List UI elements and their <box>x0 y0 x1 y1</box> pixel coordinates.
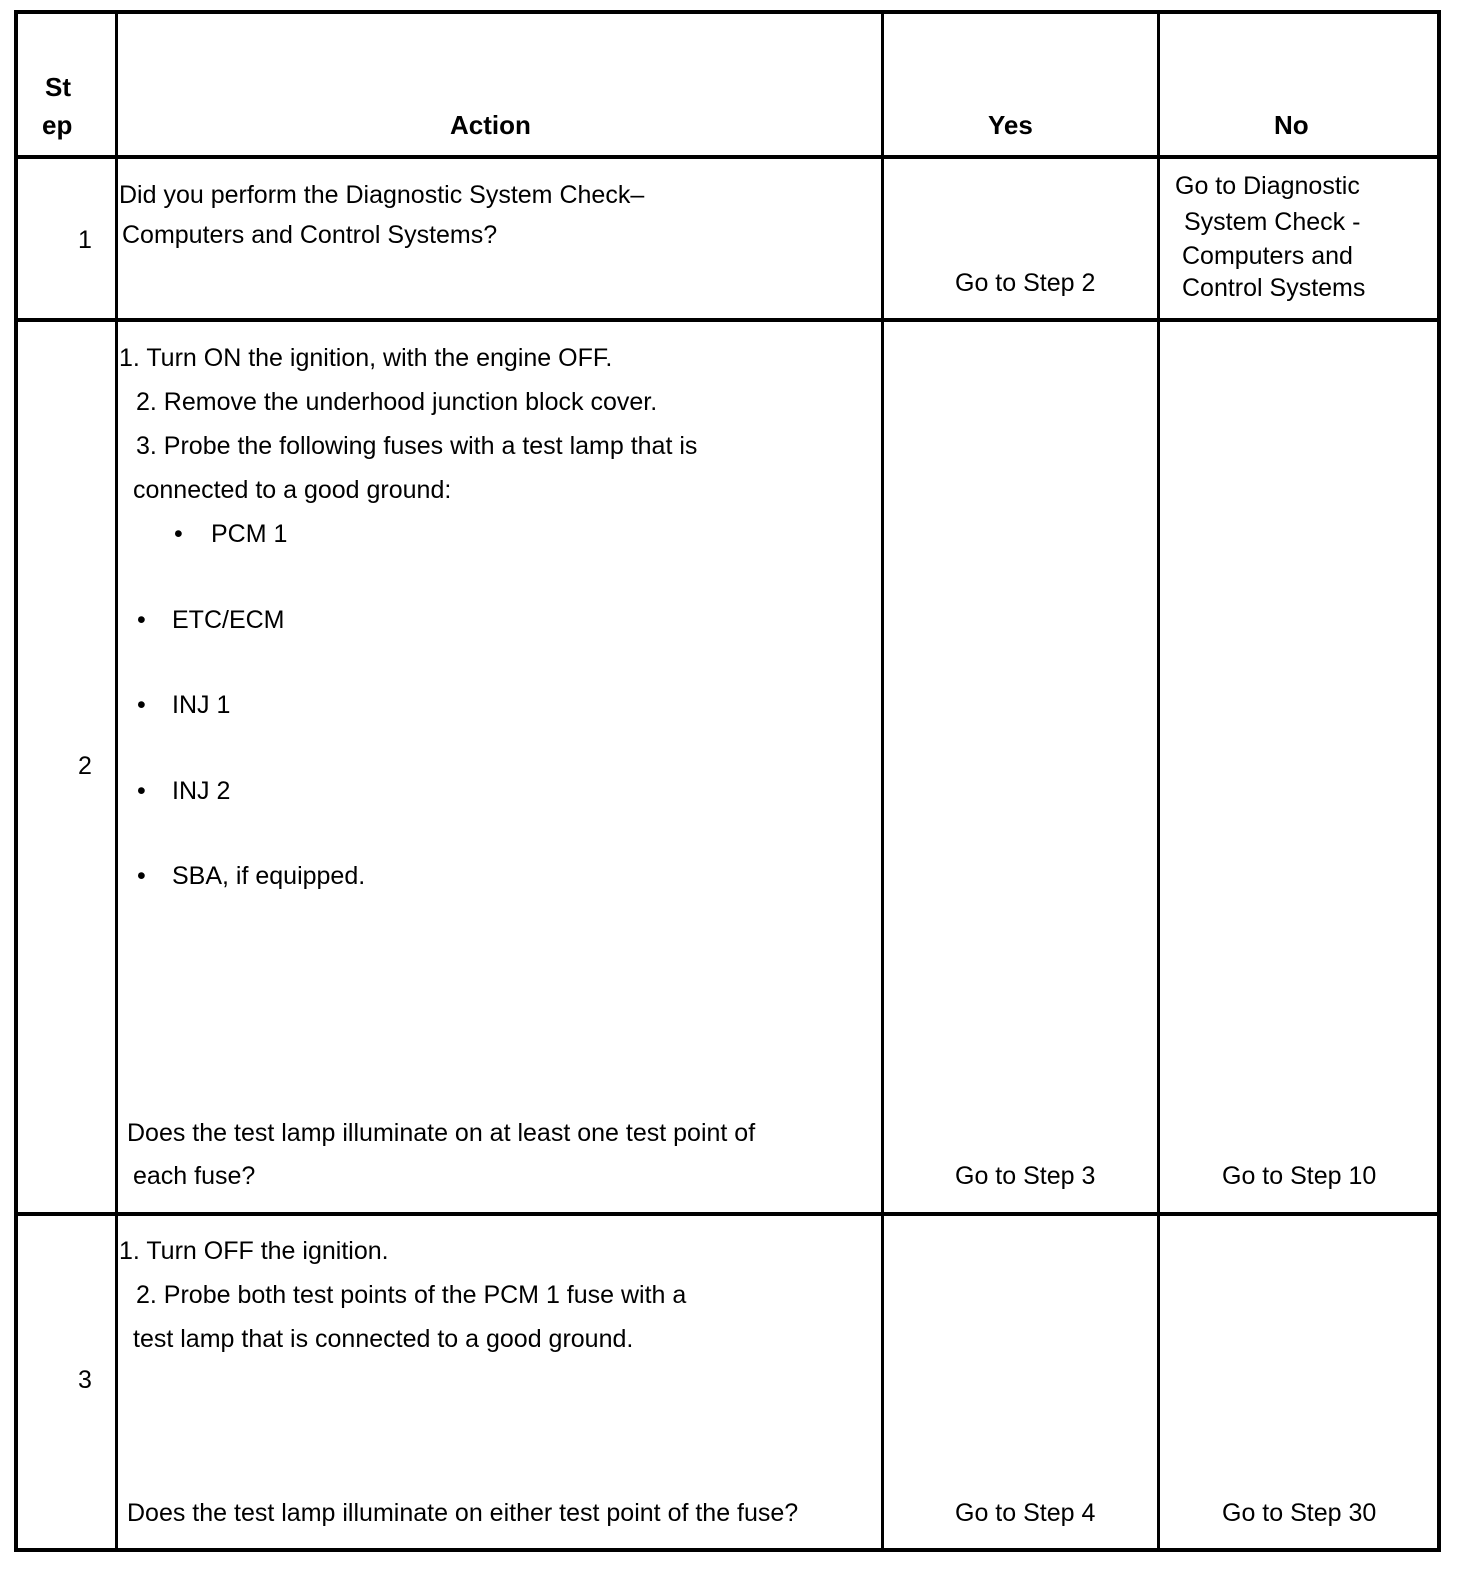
header-no: No <box>1274 110 1309 140</box>
bullet-dot-icon: • <box>137 691 146 719</box>
row1-no-line: Go to Diagnostic <box>1175 172 1360 200</box>
row1-step: 1 <box>78 226 92 254</box>
row3-action-line: 1. Turn OFF the ignition. <box>119 1237 389 1265</box>
bullet-dot-icon: • <box>137 606 146 634</box>
fuse-list-item: INJ 2 <box>172 777 231 805</box>
row1-action-line: Did you perform the Diagnostic System Check– <box>119 181 645 209</box>
bullet-dot-icon: • <box>174 520 183 548</box>
row1-no-line: System Check - <box>1184 208 1361 236</box>
fuse-list-item: ETC/ECM <box>172 606 285 634</box>
row2-action-line: 3. Probe the following fuses with a test lamp that is <box>136 432 698 460</box>
row3-action-line: test lamp that is connected to a good ground. <box>133 1325 634 1353</box>
fuse-list-item: PCM 1 <box>211 520 288 548</box>
bullet-dot-icon: • <box>137 862 146 890</box>
column-divider-action <box>881 10 884 1552</box>
bullet-dot-icon: • <box>137 777 146 805</box>
header-step-line2: ep <box>42 110 73 140</box>
row2-step: 2 <box>78 752 92 780</box>
row2-action-line: 2. Remove the underhood junction block cover. <box>136 388 658 416</box>
column-divider-step <box>115 10 118 1552</box>
row2-action-line: connected to a good ground: <box>133 476 452 504</box>
table-border-bottom <box>14 1548 1441 1552</box>
row-divider-1 <box>14 318 1441 322</box>
row3-question: Does the test lamp illuminate on either test point of the fuse? <box>127 1499 799 1527</box>
fuse-list-item: INJ 1 <box>172 691 231 719</box>
row3-yes: Go to Step 4 <box>955 1499 1096 1527</box>
header-action: Action <box>450 110 531 140</box>
table-border-top <box>14 10 1441 14</box>
header-yes: Yes <box>988 110 1033 140</box>
row-divider-2 <box>14 1212 1441 1216</box>
row2-action-line: 1. Turn ON the ignition, with the engine OFF. <box>119 344 613 372</box>
header-divider <box>14 155 1441 159</box>
row1-yes: Go to Step 2 <box>955 269 1096 297</box>
row1-no-line: Computers and <box>1182 242 1353 270</box>
column-divider-yes <box>1157 10 1160 1552</box>
row2-yes: Go to Step 3 <box>955 1162 1096 1190</box>
table-border-right <box>1437 10 1441 1552</box>
row1-action-line: Computers and Control Systems? <box>122 221 498 249</box>
row3-action-line: 2. Probe both test points of the PCM 1 fuse with a <box>136 1281 687 1309</box>
row2-question-line: Does the test lamp illuminate on at least one test point of <box>127 1119 756 1147</box>
row2-question-line: each fuse? <box>133 1162 256 1190</box>
fuse-list-item: SBA, if equipped. <box>172 862 366 890</box>
row3-step: 3 <box>78 1366 92 1394</box>
table-border-left <box>14 10 18 1552</box>
row2-no: Go to Step 10 <box>1222 1162 1377 1190</box>
row3-no: Go to Step 30 <box>1222 1499 1377 1527</box>
row1-no-line: Control Systems <box>1182 274 1366 302</box>
header-step-line1: St <box>45 72 71 102</box>
